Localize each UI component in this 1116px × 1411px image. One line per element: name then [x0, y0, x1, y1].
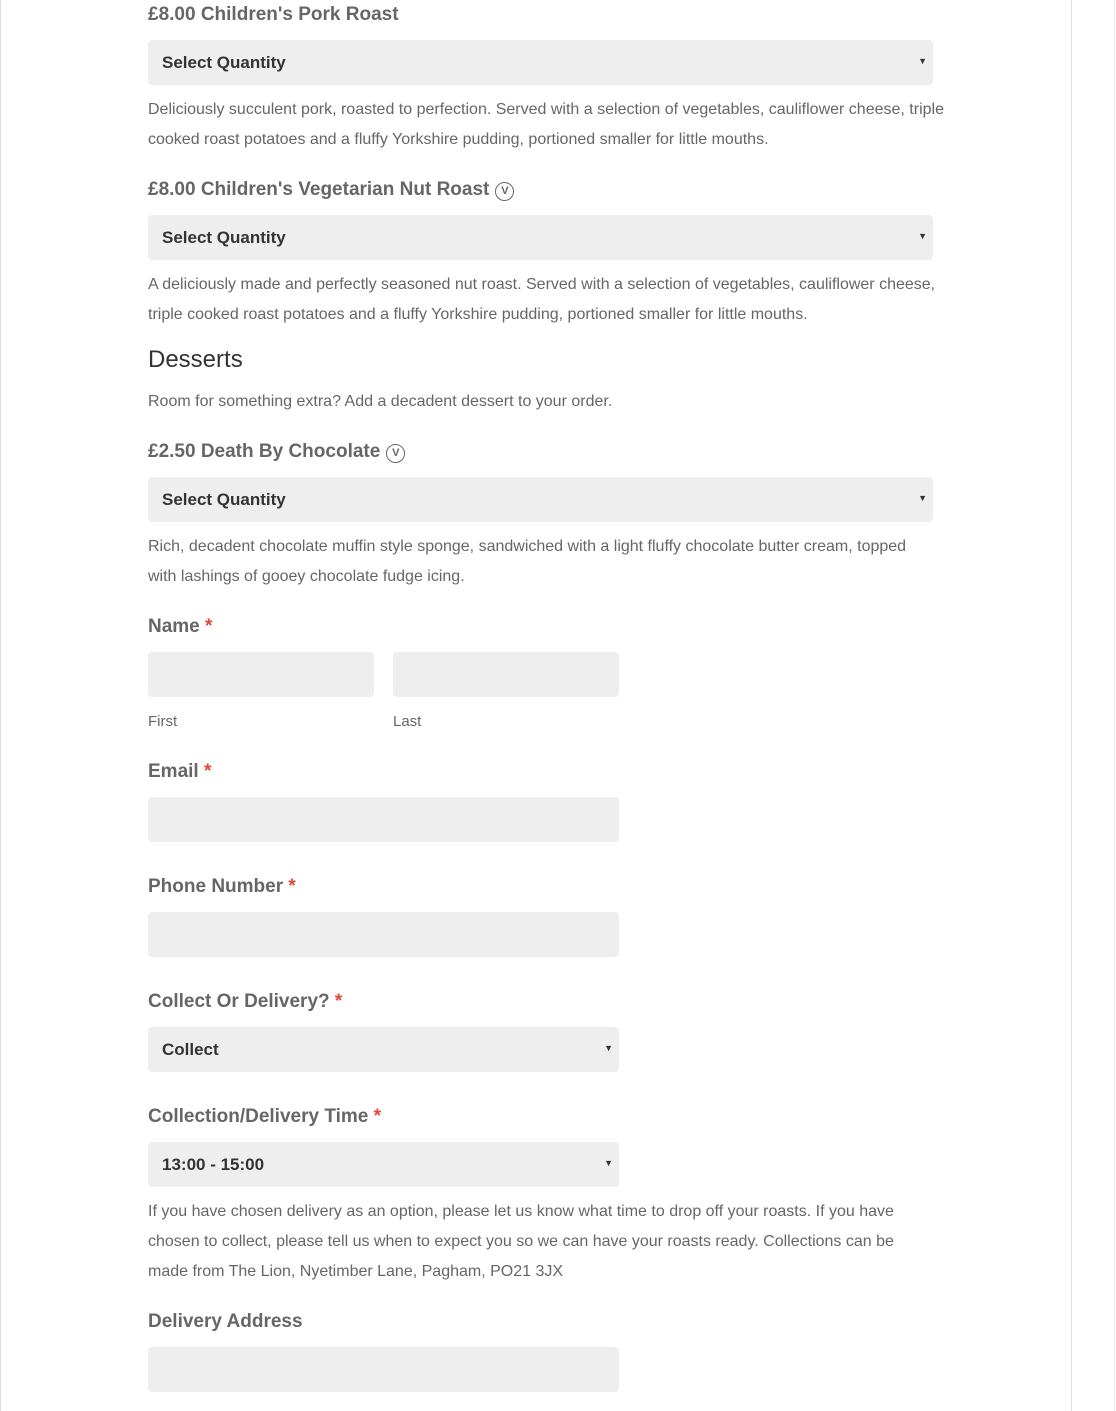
- last-name-input[interactable]: [393, 652, 619, 697]
- delivery-time-help: If you have chosen delivery as an option, please let us know what time to drop off your roasts. If you have chosen to collect, please tell us when to expect you so we can have your roasts ready. Collections can be made from The Lion, Nyetimber Lane, Pagham, PO21 3JX: [148, 1203, 894, 1280]
- page-right-border: [1114, 0, 1115, 1411]
- item-title-pork-roast: £8.00 Children's Pork Roast: [148, 4, 399, 25]
- chevron-down-icon: ▼: [604, 1043, 613, 1053]
- delivery-address-label: Delivery Address: [148, 1311, 303, 1332]
- phone-field[interactable]: [148, 912, 619, 957]
- quantity-select-nut-roast[interactable]: Select Quantity ▼: [148, 215, 933, 260]
- section-heading-desserts: Desserts: [148, 346, 243, 373]
- quantity-select-death-by-chocolate[interactable]: Select Quantity ▼: [148, 477, 933, 522]
- required-marker: *: [205, 616, 213, 637]
- delivery-time-select[interactable]: 13:00 - 15:00 ▼: [148, 1142, 619, 1187]
- item-description-nut-roast: A deliciously made and perfectly seasoned nut roast. Served with a selection of vegetables, cauliflower cheese, triple cooked roast potatoes and a fluffy Yorkshire pudding, portioned smaller for little mouths.: [148, 276, 936, 323]
- first-name-sublabel: First: [148, 713, 178, 730]
- required-marker: *: [288, 876, 296, 897]
- item-description-death-by-chocolate: Rich, decadent chocolate muffin style sponge, sandwiched with a light fluffy chocolate butter cream, topped with lashings of gooey chocolate fudge icing.: [148, 538, 907, 585]
- chevron-down-icon: ▼: [918, 56, 927, 66]
- vegetarian-v-icon: V: [386, 444, 405, 463]
- delivery-time-label: Collection/Delivery Time *: [148, 1106, 382, 1127]
- email-label: Email *: [148, 761, 212, 782]
- required-marker: *: [373, 1106, 382, 1127]
- collect-or-delivery-label: Collect Or Delivery? *: [148, 991, 343, 1012]
- chevron-down-icon: ▼: [918, 231, 927, 241]
- item-title-nut-roast: £8.00 Children's Vegetarian Nut Roast V: [148, 179, 514, 201]
- last-name-sublabel: Last: [393, 713, 422, 730]
- quantity-select-pork-roast[interactable]: Select Quantity ▼: [148, 40, 933, 85]
- section-intro-desserts: Room for something extra? Add a decadent dessert to your order.: [148, 393, 613, 410]
- item-title-death-by-chocolate: £2.50 Death By Chocolate V: [148, 441, 405, 463]
- required-marker: *: [203, 761, 212, 782]
- first-name-input[interactable]: [148, 652, 374, 697]
- content-right-border: [1071, 0, 1072, 1411]
- item-description-pork-roast: Deliciously succulent pork, roasted to perfection. Served with a selection of vegetables, cauliflower cheese, triple cooked roast potatoes and a fluffy Yorkshire pudding, portioned smaller for little mouths.: [148, 101, 944, 148]
- email-field[interactable]: [148, 797, 619, 842]
- required-marker: *: [334, 991, 343, 1012]
- chevron-down-icon: ▼: [918, 493, 927, 503]
- page-left-border: [0, 0, 1, 1411]
- chevron-down-icon: ▼: [604, 1158, 613, 1168]
- collect-or-delivery-select[interactable]: Collect ▼: [148, 1027, 619, 1072]
- phone-label: Phone Number *: [148, 876, 296, 897]
- vegetarian-v-icon: V: [495, 182, 514, 201]
- delivery-address-field[interactable]: [148, 1347, 619, 1392]
- name-label: Name *: [148, 616, 213, 637]
